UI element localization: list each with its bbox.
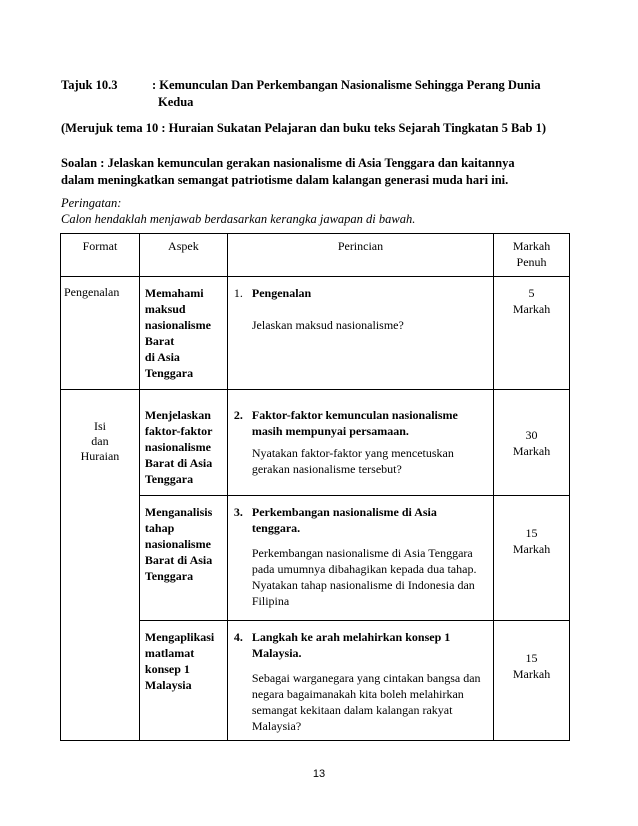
aspek-line: faktor-faktor bbox=[144, 424, 213, 438]
warning-text: Calon hendaklah menjawab berdasarkan kerangka jawapan di bawah. bbox=[61, 212, 416, 226]
item-title: Faktor-faktor kemunculan nasionalisme masih mempunyai persamaan. bbox=[251, 408, 458, 438]
mark-unit: Markah bbox=[512, 444, 551, 458]
markah-cell bbox=[494, 277, 570, 390]
page-number: 13 bbox=[312, 768, 326, 780]
aspek-cell bbox=[139, 277, 227, 390]
header-markah bbox=[494, 234, 570, 277]
aspek-line: Malaysia bbox=[144, 678, 192, 692]
mark-value: 30 bbox=[525, 428, 538, 442]
item-number: 3. bbox=[233, 505, 243, 519]
item-heading bbox=[234, 629, 487, 661]
aspek-line: Memahami bbox=[144, 286, 204, 300]
perincian-cell bbox=[227, 277, 493, 390]
aspek-line: konsep 1 bbox=[144, 662, 190, 676]
aspek-line: Barat di Asia bbox=[144, 456, 213, 470]
aspek-cell bbox=[139, 496, 227, 621]
topic-title bbox=[152, 77, 572, 111]
item-title: Langkah ke arah melahirkan konsep 1 Malaysia. bbox=[251, 630, 451, 660]
mark-unit: Markah bbox=[512, 302, 551, 316]
markah-cell bbox=[494, 621, 570, 741]
question bbox=[61, 155, 581, 189]
markah-cell bbox=[494, 390, 570, 496]
aspek-line: Barat bbox=[144, 334, 175, 348]
mark-value: 15 bbox=[525, 651, 538, 665]
header-markah-line1: Markah bbox=[512, 239, 551, 253]
mark-value: 5 bbox=[528, 286, 535, 300]
format-line: Isi bbox=[93, 419, 106, 433]
answer-framework-table bbox=[60, 233, 570, 741]
warning-label: Peringatan: bbox=[61, 196, 122, 210]
item-heading bbox=[234, 285, 487, 301]
format-line: dan bbox=[91, 434, 109, 448]
item-title: Perkembangan nasionalisme di Asia tenggara. bbox=[251, 505, 437, 535]
aspek-line: nasionalisme bbox=[144, 318, 211, 332]
perincian-cell bbox=[227, 621, 493, 741]
item-number: 4. bbox=[233, 630, 243, 644]
item-title: Pengenalan bbox=[251, 286, 312, 300]
format-cell-isi bbox=[61, 390, 140, 741]
aspek-line: matlamat bbox=[144, 646, 195, 660]
table-header-row bbox=[61, 234, 570, 277]
table-row bbox=[61, 277, 570, 390]
format-line: Huraian bbox=[80, 449, 120, 463]
format-cell: Pengenalan bbox=[61, 277, 140, 390]
aspek-line: nasionalisme bbox=[144, 537, 211, 551]
aspek-line: Menganalisis bbox=[144, 505, 213, 519]
aspek-line: Menjelaskan bbox=[144, 408, 211, 422]
table-row bbox=[61, 390, 570, 496]
item-description: Sebagai warganegara yang cintakan bangsa dan negara bagaimanakah kita boleh melahirkan semangat kekitaan dalam kalangan rakyat Malaysia? bbox=[251, 671, 481, 733]
item-description: Nyatakan faktor-faktor yang mencetuskan gerakan nasionalisme tersebut? bbox=[251, 446, 454, 476]
header-format: Format bbox=[61, 234, 140, 277]
aspek-line: maksud bbox=[144, 302, 186, 316]
question-line1: Soalan : Jelaskan kemunculan gerakan nasionalisme di Asia Tenggara dan kaitannya bbox=[61, 156, 515, 170]
header-markah-line2: Penuh bbox=[516, 255, 547, 269]
topic-title-line1: : Kemunculan Dan Perkembangan Nasionalisme Sehingga Perang Dunia bbox=[152, 78, 541, 92]
warning-note bbox=[61, 195, 415, 227]
item-number: 2. bbox=[233, 408, 243, 422]
aspek-line: Tenggara bbox=[144, 569, 194, 583]
topic-label: Tajuk 10.3 bbox=[61, 78, 118, 92]
aspek-line: di Asia bbox=[144, 350, 180, 364]
item-description: Perkembangan nasionalisme di Asia Tenggara pada umumnya dibahagikan kepada dua tahap. Nyatakan tahap nasionalisme di Indonesia dan Filipina bbox=[251, 546, 477, 608]
perincian-cell bbox=[227, 496, 493, 621]
mark-unit: Markah bbox=[512, 542, 551, 556]
aspek-line: Mengaplikasi bbox=[144, 630, 215, 644]
header-aspek: Aspek bbox=[139, 234, 227, 277]
item-heading bbox=[234, 504, 487, 536]
item-description: Jelaskan maksud nasionalisme? bbox=[251, 318, 404, 332]
item-heading bbox=[234, 407, 487, 439]
aspek-line: tahap bbox=[144, 521, 175, 535]
topic-title-line2: Kedua bbox=[158, 95, 194, 109]
item-number: 1. bbox=[233, 286, 243, 300]
aspek-line: nasionalisme bbox=[144, 440, 211, 454]
markah-cell bbox=[494, 496, 570, 621]
aspek-line: Tenggara bbox=[144, 472, 194, 486]
mark-unit: Markah bbox=[512, 667, 551, 681]
perincian-cell bbox=[227, 390, 493, 496]
header-perincian: Perincian bbox=[227, 234, 493, 277]
aspek-line: Barat di Asia bbox=[144, 553, 213, 567]
aspek-cell bbox=[139, 390, 227, 496]
mark-value: 15 bbox=[525, 526, 538, 540]
question-line2: dalam meningkatkan semangat patriotisme dalam kalangan generasi muda hari ini. bbox=[61, 173, 509, 187]
aspek-cell bbox=[139, 621, 227, 741]
reference-note: (Merujuk tema 10 : Huraian Sukatan Pelajaran dan buku teks Sejarah Tingkatan 5 Bab 1) bbox=[61, 121, 547, 135]
aspek-line: Tenggara bbox=[144, 366, 194, 380]
